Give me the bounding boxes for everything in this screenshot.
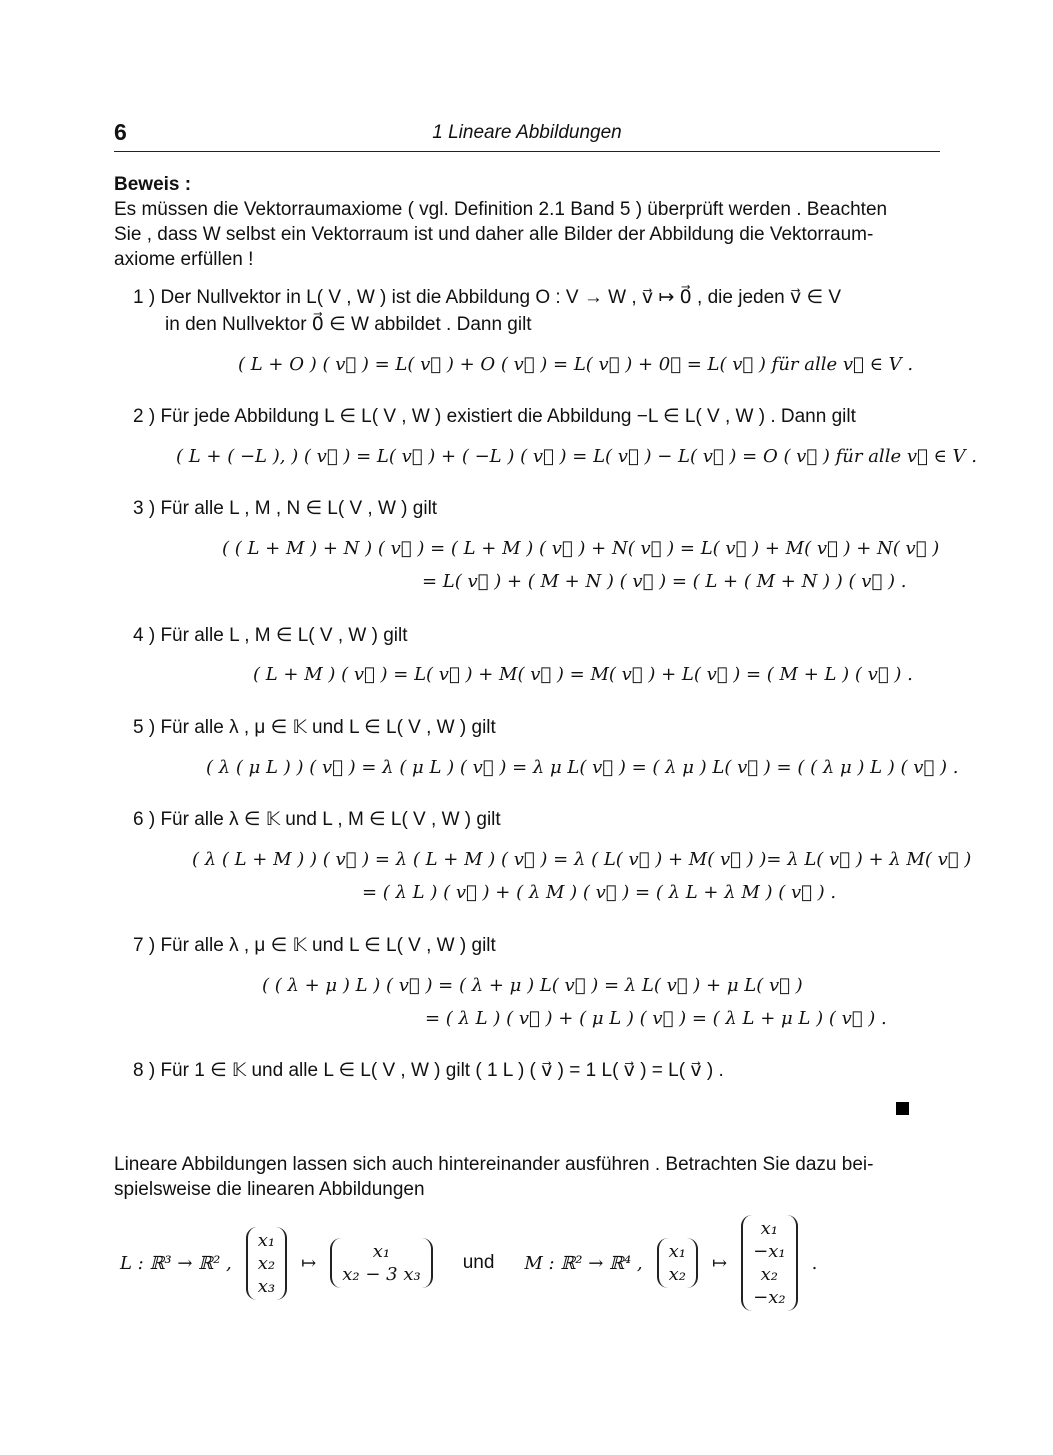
- page-number: 6: [114, 119, 127, 145]
- M-input-x1: x₁: [668, 1241, 687, 1262]
- M-output-row-3: x₂: [760, 1264, 779, 1285]
- L-input-x3: x₃: [257, 1275, 276, 1297]
- item-5-equation: ( λ ( μ L ) ) ( v⃗ ) = λ ( μ L ) ( v⃗ ) = λ μ L( v⃗ ) = ( λ μ ) L( v⃗ ) = ( ( λ μ ) L ) ( v⃗ ) .: [206, 757, 959, 778]
- item-5-text: 5 ) Für alle λ , μ ∈ 𝕂 und L ∈ L( V , W ) gilt: [133, 717, 496, 738]
- L-output-row-2: x₂ − 3 x₃: [342, 1264, 421, 1285]
- M-input-x2: x₂: [668, 1264, 687, 1285]
- item-6-text: 6 ) Für alle λ ∈ 𝕂 und L , M ∈ L( V , W ) gilt: [133, 809, 501, 830]
- item-1-text: 1 ) Der Nullvektor in L( V , W ) ist die Abbildung O : V → W , v⃗ ↦ 0⃗ , die jeden v⃗ ∈ V: [133, 287, 842, 308]
- item-1-equation: ( L + O ) ( v⃗ ) = L( v⃗ ) + O ( v⃗ ) = L( v⃗ ) + 0⃗ = L( v⃗ ) für alle v⃗ ∈ V .: [238, 354, 914, 375]
- qed-square: [896, 1102, 909, 1115]
- L-input-vector: [246, 1227, 287, 1300]
- item-2-text: 2 ) Für jede Abbildung L ∈ L( V , W ) existiert die Abbildung −L ∈ L( V , W ) . Dann gilt: [133, 406, 856, 427]
- closing-line-1: Lineare Abbildungen lassen sich auch hintereinander ausführen . Betrachten Sie dazu bei-: [114, 1154, 874, 1175]
- L-input-x1: x₁: [257, 1229, 276, 1251]
- item-4-equation: ( L + M ) ( v⃗ ) = L( v⃗ ) + M( v⃗ ) = M( v⃗ ) + L( v⃗ ) = ( M + L ) ( v⃗ ) .: [253, 664, 913, 685]
- mapsto-symbol-2: ↦: [712, 1252, 728, 1274]
- running-header: [114, 117, 940, 152]
- item-8-text: 8 ) Für 1 ∈ 𝕂 und alle L ∈ L( V , W ) gilt ( 1 L ) ( v⃗ ) = 1 L( v⃗ ) = L( v⃗ ) .: [133, 1060, 724, 1081]
- final-period: .: [811, 1252, 818, 1274]
- item-7-text: 7 ) Für alle λ , μ ∈ 𝕂 und L ∈ L( V , W ) gilt: [133, 935, 496, 956]
- item-3-text: 3 ) Für alle L , M , N ∈ L( V , W ) gilt: [133, 498, 438, 519]
- item-6-equation-line-1: ( λ ( L + M ) ) ( v⃗ ) = λ ( L + M ) ( v⃗ ) = λ ( L( v⃗ ) + M( v⃗ ) )= λ L( v⃗ ) + λ M( v⃗ ): [192, 849, 972, 870]
- item-7-equation-line-2: = ( λ L ) ( v⃗ ) + ( μ L ) ( v⃗ ) = ( λ L + μ L ) ( v⃗ ) .: [425, 1008, 887, 1029]
- item-4-text: 4 ) Für alle L , M ∈ L( V , W ) gilt: [133, 625, 408, 646]
- L-output-vector: [330, 1238, 432, 1288]
- proof-intro-line-2: Sie , dass W selbst ein Vektorraum ist und daher alle Bilder der Abbildung die Vektorraum-: [114, 224, 874, 245]
- L-input-x2: x₂: [257, 1252, 276, 1274]
- map-M-definition: M : ℝ² → ℝ⁴ ,: [524, 1252, 643, 1274]
- L-output-row-1: x₁: [372, 1241, 391, 1262]
- M-output-vector: [741, 1215, 797, 1311]
- running-title: 1 Lineare Abbildungen: [432, 122, 622, 143]
- item-3-equation-line-2: = L( v⃗ ) + ( M + N ) ( v⃗ ) = ( L + ( M + N ) ) ( v⃗ ) .: [422, 571, 907, 592]
- und-word: und: [462, 1252, 495, 1273]
- item-7-equation-line-1: ( ( λ + μ ) L ) ( v⃗ ) = ( λ + μ ) L( v⃗ ) = λ L( v⃗ ) + μ L( v⃗ ): [262, 975, 803, 996]
- item-6-equation-line-2: = ( λ L ) ( v⃗ ) + ( λ M ) ( v⃗ ) = ( λ L + λ M ) ( v⃗ ) .: [362, 882, 837, 903]
- M-output-row-2: −x₁: [753, 1241, 786, 1262]
- proof-intro-line-3: axiome erfüllen !: [114, 249, 254, 270]
- M-output-row-1: x₁: [760, 1218, 779, 1239]
- linear-maps-example: [120, 1215, 817, 1311]
- mapsto-symbol-1: ↦: [301, 1252, 317, 1274]
- item-3-equation-line-1: ( ( L + M ) + N ) ( v⃗ ) = ( L + M ) ( v⃗ ) + N( v⃗ ) = L( v⃗ ) + M( v⃗ ) + N( v⃗ ): [222, 538, 940, 559]
- proof-intro-line-1: Es müssen die Vektorraumaxiome ( vgl. Definition 2.1 Band 5 ) überprüft werden . Beachten: [114, 199, 888, 220]
- map-L-definition: L : ℝ³ → ℝ² ,: [120, 1252, 232, 1274]
- M-input-vector: [657, 1238, 698, 1288]
- item-2-equation: ( L + ( −L ), ) ( v⃗ ) = L( v⃗ ) + ( −L ) ( v⃗ ) = L( v⃗ ) − L( v⃗ ) = O ( v⃗ ) für alle v⃗ ∈ V .: [176, 446, 977, 467]
- proof-heading: Beweis :: [114, 174, 192, 195]
- M-output-row-4: −x₂: [753, 1287, 786, 1308]
- closing-line-2: spielsweise die linearen Abbildungen: [114, 1179, 425, 1200]
- item-1-text-cont: in den Nullvektor 0⃗ ∈ W abbildet . Dann gilt: [165, 314, 532, 335]
